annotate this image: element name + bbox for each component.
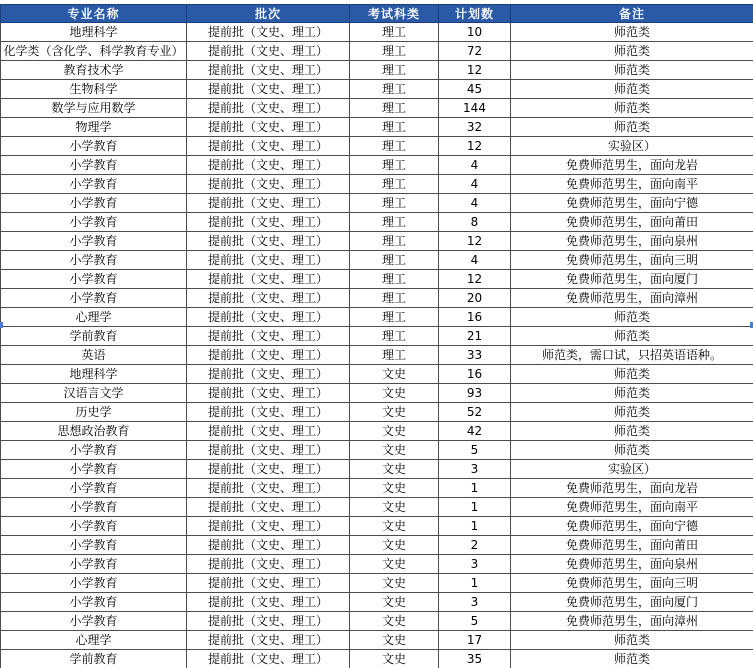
cell-category[interactable]: 文史	[350, 384, 439, 403]
cell-major[interactable]: 小学教育	[1, 612, 187, 631]
cell-category[interactable]: 理工	[350, 194, 439, 213]
cell-plan[interactable]: 5	[439, 441, 511, 460]
table-row	[1, 251, 753, 270]
cell-note[interactable]: 免费师范男生，面向莆田	[511, 536, 753, 555]
cell-category[interactable]: 文史	[350, 403, 439, 422]
cell-major[interactable]: 教育技术学	[1, 61, 187, 80]
cell-major[interactable]: 数学与应用数学	[1, 99, 187, 118]
cell-category[interactable]: 理工	[350, 156, 439, 175]
table-row	[1, 194, 753, 213]
table-row	[1, 346, 753, 365]
cell-batch[interactable]: 提前批（文史、理工）	[187, 23, 350, 42]
cell-note[interactable]: 师范类	[511, 42, 753, 61]
cell-plan[interactable]: 12	[439, 232, 511, 251]
cell-major[interactable]: 小学教育	[1, 536, 187, 555]
cell-category[interactable]: 文史	[350, 631, 439, 650]
cell-category[interactable]: 文史	[350, 650, 439, 668]
cell-category[interactable]: 理工	[350, 251, 439, 270]
cell-batch[interactable]: 提前批（文史、理工）	[187, 422, 350, 441]
cell-plan[interactable]: 33	[439, 346, 511, 365]
cell-note[interactable]: 师范类	[511, 403, 753, 422]
cell-batch[interactable]: 提前批（文史、理工）	[187, 517, 350, 536]
cell-major[interactable]: 心理学	[1, 308, 187, 327]
cell-plan[interactable]: 4	[439, 175, 511, 194]
cell-plan[interactable]: 1	[439, 479, 511, 498]
table-row	[1, 61, 753, 80]
cell-note[interactable]: 师范类	[511, 631, 753, 650]
cell-plan[interactable]: 16	[439, 308, 511, 327]
cell-note[interactable]: 免费师范男生，面向泉州	[511, 232, 753, 251]
table-row	[1, 384, 753, 403]
table-row	[1, 99, 753, 118]
cell-major[interactable]: 思想政治教育	[1, 422, 187, 441]
table-row	[1, 479, 753, 498]
cell-batch[interactable]: 提前批（文史、理工）	[187, 118, 350, 137]
cell-note[interactable]: 师范类，需口试，只招英语语种。	[511, 346, 753, 365]
cell-plan[interactable]: 4	[439, 251, 511, 270]
cell-major[interactable]: 学前教育	[1, 650, 187, 668]
cell-category[interactable]: 文史	[350, 441, 439, 460]
cell-plan[interactable]: 3	[439, 460, 511, 479]
cell-category[interactable]: 理工	[350, 99, 439, 118]
cell-category[interactable]: 文史	[350, 517, 439, 536]
cell-plan[interactable]: 52	[439, 403, 511, 422]
cell-batch[interactable]: 提前批（文史、理工）	[187, 42, 350, 61]
cell-note[interactable]: 免费师范男生，面向宁德	[511, 194, 753, 213]
header-category[interactable]: 考试科类	[350, 5, 439, 23]
cell-note[interactable]: 免费师范男生，面向厦门	[511, 593, 753, 612]
cell-plan[interactable]: 12	[439, 270, 511, 289]
cell-batch[interactable]: 提前批（文史、理工）	[187, 612, 350, 631]
table-row	[1, 137, 753, 156]
table-row	[1, 327, 753, 346]
cell-batch[interactable]: 提前批（文史、理工）	[187, 308, 350, 327]
cell-major[interactable]: 小学教育	[1, 289, 187, 308]
cell-major[interactable]: 小学教育	[1, 517, 187, 536]
cell-batch[interactable]: 提前批（文史、理工）	[187, 555, 350, 574]
cell-major[interactable]: 小学教育	[1, 574, 187, 593]
cell-note[interactable]: 师范类	[511, 650, 753, 668]
table-row	[1, 612, 753, 631]
cell-note[interactable]: 师范类	[511, 118, 753, 137]
cell-major[interactable]: 物理学	[1, 118, 187, 137]
cell-note[interactable]: 免费师范男生，面向三明	[511, 574, 753, 593]
cell-batch[interactable]: 提前批（文史、理工）	[187, 327, 350, 346]
cell-note[interactable]: 实验区）	[511, 137, 753, 156]
cell-note[interactable]: 免费师范男生，面向莆田	[511, 213, 753, 232]
cell-plan[interactable]: 12	[439, 137, 511, 156]
cell-note[interactable]: 师范类	[511, 327, 753, 346]
cell-batch[interactable]: 提前批（文史、理工）	[187, 194, 350, 213]
table-row	[1, 403, 753, 422]
cell-plan[interactable]: 20	[439, 289, 511, 308]
cell-plan[interactable]: 1	[439, 574, 511, 593]
cell-major[interactable]: 历史学	[1, 403, 187, 422]
table-row	[1, 536, 753, 555]
cell-batch[interactable]: 提前批（文史、理工）	[187, 441, 350, 460]
cell-note[interactable]: 师范类	[511, 61, 753, 80]
cell-note[interactable]: 免费师范男生，面向漳州	[511, 289, 753, 308]
cell-plan[interactable]: 5	[439, 612, 511, 631]
cell-note[interactable]: 师范类	[511, 365, 753, 384]
cell-note[interactable]: 师范类	[511, 80, 753, 99]
cell-category[interactable]: 理工	[350, 213, 439, 232]
cell-note[interactable]: 实验区）	[511, 460, 753, 479]
cell-batch[interactable]: 提前批（文史、理工）	[187, 460, 350, 479]
cell-major[interactable]: 小学教育	[1, 175, 187, 194]
header-row	[1, 5, 753, 23]
table-row	[1, 118, 753, 137]
cell-category[interactable]: 理工	[350, 42, 439, 61]
cell-note[interactable]: 免费师范男生，面向三明	[511, 251, 753, 270]
cell-plan[interactable]: 12	[439, 61, 511, 80]
cell-batch[interactable]: 提前批（文史、理工）	[187, 137, 350, 156]
cell-category[interactable]: 理工	[350, 80, 439, 99]
cell-major[interactable]: 小学教育	[1, 593, 187, 612]
table-row	[1, 232, 753, 251]
table-row	[1, 574, 753, 593]
cell-category[interactable]: 文史	[350, 593, 439, 612]
cell-category[interactable]: 理工	[350, 61, 439, 80]
cell-major[interactable]: 小学教育	[1, 479, 187, 498]
cell-note[interactable]: 师范类	[511, 308, 753, 327]
table-row	[1, 175, 753, 194]
cell-major[interactable]: 学前教育	[1, 327, 187, 346]
table-row	[1, 365, 753, 384]
cell-plan[interactable]: 144	[439, 99, 511, 118]
cell-major[interactable]: 小学教育	[1, 441, 187, 460]
header-batch[interactable]: 批次	[187, 5, 350, 23]
cell-plan[interactable]: 93	[439, 384, 511, 403]
cell-note[interactable]: 免费师范男生，面向龙岩	[511, 156, 753, 175]
cell-category[interactable]: 理工	[350, 270, 439, 289]
cell-plan[interactable]: 42	[439, 422, 511, 441]
table-row	[1, 289, 753, 308]
cell-plan[interactable]: 21	[439, 327, 511, 346]
cell-major[interactable]: 英语	[1, 346, 187, 365]
cell-note[interactable]: 免费师范男生，面向泉州	[511, 555, 753, 574]
table-row	[1, 42, 753, 61]
cell-plan[interactable]: 10	[439, 23, 511, 42]
table-row	[1, 308, 753, 327]
cell-major[interactable]: 心理学	[1, 631, 187, 650]
cell-major[interactable]: 化学类（含化学、科学教育专业）	[1, 42, 187, 61]
cell-category[interactable]: 文史	[350, 365, 439, 384]
cell-batch[interactable]: 提前批（文史、理工）	[187, 232, 350, 251]
cell-batch[interactable]: 提前批（文史、理工）	[187, 650, 350, 668]
cell-plan[interactable]: 2	[439, 536, 511, 555]
cell-category[interactable]: 文史	[350, 536, 439, 555]
header-plan[interactable]: 计划数	[439, 5, 511, 23]
cell-note[interactable]: 免费师范男生，面向厦门	[511, 270, 753, 289]
cell-category[interactable]: 理工	[350, 118, 439, 137]
cell-plan[interactable]: 72	[439, 42, 511, 61]
cell-category[interactable]: 理工	[350, 23, 439, 42]
cell-batch[interactable]: 提前批（文史、理工）	[187, 593, 350, 612]
enrollment-table	[0, 4, 753, 668]
cell-plan[interactable]: 4	[439, 194, 511, 213]
table-row	[1, 270, 753, 289]
cell-major[interactable]: 生物科学	[1, 80, 187, 99]
table-row	[1, 460, 753, 479]
cell-batch[interactable]: 提前批（文史、理工）	[187, 61, 350, 80]
cell-category[interactable]: 文史	[350, 460, 439, 479]
cell-batch[interactable]: 提前批（文史、理工）	[187, 156, 350, 175]
cell-batch[interactable]: 提前批（文史、理工）	[187, 99, 350, 118]
cell-batch[interactable]: 提前批（文史、理工）	[187, 384, 350, 403]
cell-plan[interactable]: 8	[439, 213, 511, 232]
cell-major[interactable]: 小学教育	[1, 194, 187, 213]
cell-note[interactable]: 免费师范男生，面向宁德	[511, 517, 753, 536]
cell-major[interactable]: 小学教育	[1, 232, 187, 251]
cell-note[interactable]: 免费师范男生，面向南平	[511, 498, 753, 517]
cell-category[interactable]: 文史	[350, 574, 439, 593]
row-marker-left	[0, 322, 3, 328]
cell-category[interactable]: 文史	[350, 498, 439, 517]
cell-major[interactable]: 小学教育	[1, 137, 187, 156]
table-row	[1, 156, 753, 175]
cell-major[interactable]: 小学教育	[1, 555, 187, 574]
cell-batch[interactable]: 提前批（文史、理工）	[187, 536, 350, 555]
cell-major[interactable]: 汉语言文学	[1, 384, 187, 403]
cell-plan[interactable]: 4	[439, 156, 511, 175]
table-row	[1, 80, 753, 99]
cell-note[interactable]: 师范类	[511, 23, 753, 42]
cell-category[interactable]: 理工	[350, 308, 439, 327]
cell-batch[interactable]: 提前批（文史、理工）	[187, 365, 350, 384]
cell-batch[interactable]: 提前批（文史、理工）	[187, 270, 350, 289]
cell-major[interactable]: 小学教育	[1, 460, 187, 479]
cell-category[interactable]: 理工	[350, 175, 439, 194]
cell-plan[interactable]: 45	[439, 80, 511, 99]
cell-note[interactable]: 师范类	[511, 99, 753, 118]
cell-category[interactable]: 文史	[350, 612, 439, 631]
cell-major[interactable]: 地理科学	[1, 365, 187, 384]
cell-batch[interactable]: 提前批（文史、理工）	[187, 175, 350, 194]
cell-note[interactable]: 师范类	[511, 441, 753, 460]
cell-batch[interactable]: 提前批（文史、理工）	[187, 498, 350, 517]
cell-note[interactable]: 师范类	[511, 384, 753, 403]
cell-batch[interactable]: 提前批（文史、理工）	[187, 213, 350, 232]
cell-plan[interactable]: 17	[439, 631, 511, 650]
header-major[interactable]: 专业名称	[1, 5, 187, 23]
cell-category[interactable]: 理工	[350, 289, 439, 308]
cell-category[interactable]: 理工	[350, 327, 439, 346]
table-row	[1, 23, 753, 42]
cell-plan[interactable]: 16	[439, 365, 511, 384]
cell-major[interactable]: 地理科学	[1, 23, 187, 42]
cell-category[interactable]: 文史	[350, 555, 439, 574]
cell-major[interactable]: 小学教育	[1, 213, 187, 232]
table-row	[1, 555, 753, 574]
table-row	[1, 441, 753, 460]
table-row	[1, 631, 753, 650]
cell-major[interactable]: 小学教育	[1, 498, 187, 517]
cell-batch[interactable]: 提前批（文史、理工）	[187, 80, 350, 99]
header-note[interactable]: 备注	[511, 5, 753, 23]
cell-major[interactable]: 小学教育	[1, 251, 187, 270]
table-row	[1, 593, 753, 612]
table-body	[1, 23, 753, 668]
cell-plan[interactable]: 32	[439, 118, 511, 137]
table-row	[1, 650, 753, 668]
cell-category[interactable]: 理工	[350, 137, 439, 156]
cell-batch[interactable]: 提前批（文史、理工）	[187, 479, 350, 498]
cell-plan[interactable]: 35	[439, 650, 511, 668]
cell-category[interactable]: 理工	[350, 346, 439, 365]
table-row	[1, 517, 753, 536]
cell-category[interactable]: 文史	[350, 479, 439, 498]
cell-note[interactable]: 免费师范男生，面向漳州	[511, 612, 753, 631]
cell-plan[interactable]: 1	[439, 498, 511, 517]
cell-major[interactable]: 小学教育	[1, 270, 187, 289]
cell-batch[interactable]: 提前批（文史、理工）	[187, 631, 350, 650]
cell-note[interactable]: 免费师范男生，面向龙岩	[511, 479, 753, 498]
cell-plan[interactable]: 3	[439, 593, 511, 612]
cell-batch[interactable]: 提前批（文史、理工）	[187, 251, 350, 270]
cell-batch[interactable]: 提前批（文史、理工）	[187, 403, 350, 422]
cell-batch[interactable]: 提前批（文史、理工）	[187, 574, 350, 593]
cell-batch[interactable]: 提前批（文史、理工）	[187, 346, 350, 365]
cell-note[interactable]: 师范类	[511, 422, 753, 441]
cell-major[interactable]: 小学教育	[1, 156, 187, 175]
table-row	[1, 422, 753, 441]
cell-plan[interactable]: 3	[439, 555, 511, 574]
cell-category[interactable]: 理工	[350, 232, 439, 251]
cell-note[interactable]: 免费师范男生，面向南平	[511, 175, 753, 194]
table-row	[1, 498, 753, 517]
cell-batch[interactable]: 提前批（文史、理工）	[187, 289, 350, 308]
table-row	[1, 213, 753, 232]
cell-category[interactable]: 文史	[350, 422, 439, 441]
cell-plan[interactable]: 1	[439, 517, 511, 536]
